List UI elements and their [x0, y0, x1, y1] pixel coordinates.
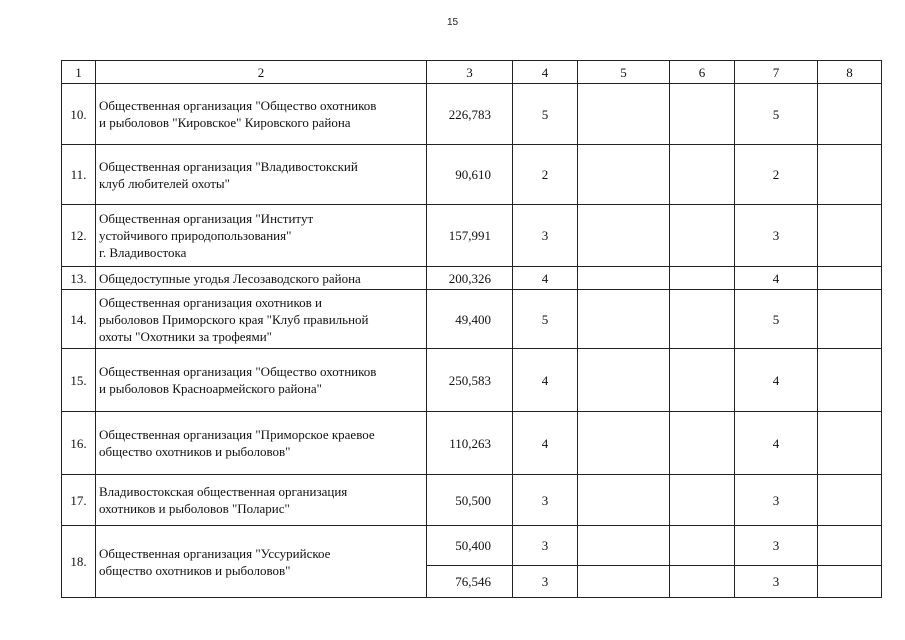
cell-c5 — [578, 290, 670, 349]
header-cell: 8 — [818, 61, 882, 84]
cell-c6 — [670, 475, 735, 526]
cell-c5 — [578, 205, 670, 267]
cell-c6 — [670, 145, 735, 205]
cell-c6 — [670, 412, 735, 475]
organization-name-line: Общественная организация "Приморское краевое — [99, 427, 375, 442]
cell-c8 — [818, 290, 882, 349]
cell-c4: 3 — [513, 475, 578, 526]
organization-name-line: Владивостокская общественная организация — [99, 484, 348, 499]
cell-c8 — [818, 267, 882, 290]
cell-c6 — [670, 566, 735, 598]
organization-name-line: рыболовов Приморского края "Клуб правильной — [99, 311, 369, 327]
cell-c4: 2 — [513, 145, 578, 205]
table-row — [62, 205, 882, 267]
cell-c4: 5 — [513, 84, 578, 145]
cell-c7: 3 — [735, 526, 818, 566]
row-number: 14. — [62, 290, 96, 349]
cell-c6 — [670, 84, 735, 145]
cell-c7: 3 — [735, 566, 818, 598]
table-row — [62, 412, 882, 475]
header-cell: 5 — [578, 61, 670, 84]
organization-name — [96, 475, 427, 526]
cell-c8 — [818, 566, 882, 598]
cell-c6 — [670, 349, 735, 412]
organization-name-line: Общественная организация "Уссурийское — [99, 545, 331, 561]
cell-c3: 226,783 — [427, 84, 513, 145]
organization-name-line: клуб любителей охоты" — [99, 175, 230, 191]
organization-name-line: Общественная организация "Общество охотников — [99, 98, 377, 113]
cell-c8 — [818, 145, 882, 205]
cell-c7: 4 — [735, 412, 818, 475]
cell-c8 — [818, 205, 882, 267]
header-cell: 1 — [62, 61, 96, 84]
row-number: 17. — [62, 475, 96, 526]
cell-c7: 5 — [735, 290, 818, 349]
row-number: 16. — [62, 412, 96, 475]
cell-c7: 3 — [735, 205, 818, 267]
cell-c3: 250,583 — [427, 349, 513, 412]
organization-name-line: Общественная организация "Институт — [99, 211, 314, 226]
row-number: 10. — [62, 84, 96, 145]
cell-c5 — [578, 475, 670, 526]
organization-name-line: г. Владивостока — [99, 245, 187, 260]
hunting-grounds-table — [61, 60, 882, 598]
row-number: 15. — [62, 349, 96, 412]
organization-name — [96, 205, 427, 267]
organization-name-line: Общественная организация "Владивостокский — [99, 158, 358, 174]
page-number: 15 — [446, 17, 459, 28]
cell-c5 — [578, 267, 670, 290]
organization-name — [96, 84, 427, 145]
organization-name-line: общество охотников и рыболовов" — [99, 562, 291, 578]
cell-c4: 4 — [513, 349, 578, 412]
table-row — [62, 475, 882, 526]
organization-name-line: устойчивого природопользования" — [99, 228, 292, 243]
cell-c5 — [578, 412, 670, 475]
row-number: 12. — [62, 205, 96, 267]
cell-c4: 3 — [513, 526, 578, 566]
cell-c3: 157,991 — [427, 205, 513, 267]
organization-name-line: охотников и рыболовов "Поларис" — [99, 501, 290, 516]
cell-c3: 50,500 — [427, 475, 513, 526]
organization-name-line: и рыболовов "Кировское" Кировского района — [99, 115, 351, 130]
header-cell: 4 — [513, 61, 578, 84]
cell-c8 — [818, 412, 882, 475]
organization-name — [96, 349, 427, 412]
cell-c5 — [578, 526, 670, 566]
header-cell: 3 — [427, 61, 513, 84]
table-row — [62, 84, 882, 145]
header-row — [62, 61, 882, 84]
cell-c8 — [818, 349, 882, 412]
cell-c4: 3 — [513, 205, 578, 267]
cell-c7: 2 — [735, 145, 818, 205]
table-row — [62, 267, 882, 290]
header-cell: 6 — [670, 61, 735, 84]
header-cell: 7 — [735, 61, 818, 84]
organization-name-line: охоты "Охотники за трофеями" — [99, 328, 272, 344]
organization-name-line: Общественная организация "Общество охотников — [99, 364, 377, 379]
cell-c7: 4 — [735, 267, 818, 290]
cell-c5 — [578, 84, 670, 145]
cell-c8 — [818, 475, 882, 526]
cell-c7: 3 — [735, 475, 818, 526]
cell-c4: 4 — [513, 412, 578, 475]
cell-c7: 5 — [735, 84, 818, 145]
cell-c6 — [670, 290, 735, 349]
organization-name — [96, 145, 427, 205]
header-cell: 2 — [96, 61, 427, 84]
cell-c5 — [578, 145, 670, 205]
cell-c8 — [818, 84, 882, 145]
cell-c3: 49,400 — [427, 290, 513, 349]
organization-name — [96, 412, 427, 475]
cell-c3: 200,326 — [427, 267, 513, 290]
organization-name-line: Общедоступные угодья Лесозаводского района — [99, 270, 361, 286]
cell-c6 — [670, 205, 735, 267]
row-number: 18. — [62, 526, 96, 598]
cell-c5 — [578, 349, 670, 412]
table-row — [62, 349, 882, 412]
table-row — [62, 526, 882, 566]
organization-name-line: Общественная организация охотников и — [99, 294, 322, 310]
table-row — [62, 290, 882, 349]
cell-c7: 4 — [735, 349, 818, 412]
organization-name — [96, 267, 427, 290]
organization-name-line: общество охотников и рыболовов" — [99, 444, 291, 459]
row-number: 11. — [62, 145, 96, 205]
cell-c3: 50,400 — [427, 526, 513, 566]
organization-name — [96, 526, 427, 598]
cell-c3: 90,610 — [427, 145, 513, 205]
cell-c4: 4 — [513, 267, 578, 290]
cell-c4: 5 — [513, 290, 578, 349]
cell-c6 — [670, 526, 735, 566]
row-number: 13. — [62, 267, 96, 290]
cell-c6 — [670, 267, 735, 290]
cell-c5 — [578, 566, 670, 598]
table-row — [62, 145, 882, 205]
cell-c8 — [818, 526, 882, 566]
cell-c4: 3 — [513, 566, 578, 598]
organization-name-line: и рыболовов Красноармейского района" — [99, 381, 322, 396]
cell-c3: 76,546 — [427, 566, 513, 598]
cell-c3: 110,263 — [427, 412, 513, 475]
organization-name — [96, 290, 427, 349]
